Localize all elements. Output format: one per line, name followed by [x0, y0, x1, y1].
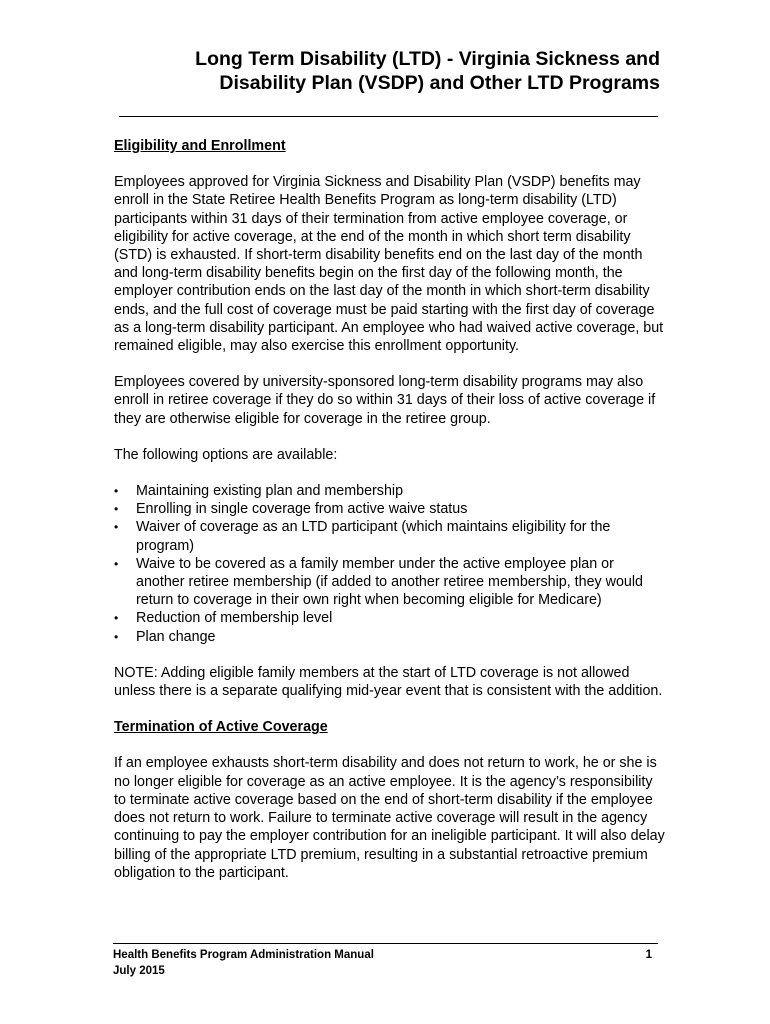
bullet-icon: •	[114, 484, 119, 499]
page-number: 1	[645, 949, 652, 961]
bullet-icon: •	[114, 629, 119, 644]
eligibility-paragraph-2: Employees covered by university-sponsored long-term disability programs may also enroll in retiree coverage if they do so within 31 days of their loss of active coverage if they are otherwise eligible for coverage in the retiree group.	[114, 374, 656, 427]
note-paragraph: NOTE: Adding eligible family members at the start of LTD coverage is not allowed unless there is a separate qualifying mid-year event that is consistent with the addition.	[114, 664, 663, 700]
list-item	[114, 500, 666, 518]
option-text: Waiver of coverage as an LTD participant (which maintains eligibility for the program)	[136, 519, 611, 554]
eligibility-paragraph-1: Employees approved for Virginia Sickness and Disability Plan (VSDP) benefits may enroll in the State Retiree Health Benefits Program as long-term disability (LTD) participants within 31 days of their termination from active employee coverage, or eligibility for active coverage, at the end of the month in which short term disability (STD) is exhausted. If short-term disability benefits end on the last day of the month and long-term disability benefits begin on the first day of the following month, the employer contribution ends on the last day of the month in which short-term disability ends, and the full cost of coverage must be paid starting with the first day of coverage as a long-term disability participant. An employee who had waived active coverage, but remained eligible, may also exercise this enrollment opportunity.	[114, 174, 664, 355]
list-item	[114, 482, 666, 500]
option-text: Plan change	[136, 628, 216, 645]
eligibility-heading: Eligibility and Enrollment	[114, 138, 286, 154]
title-line-2: Disability Plan (VSDP) and Other LTD Programs	[219, 72, 660, 94]
list-item	[114, 518, 666, 554]
footer-divider	[113, 943, 658, 944]
option-text: Waive to be covered as a family member under the active employee plan or another retiree membership (if added to another retiree membership, they would return to coverage in their own right when becoming eligible for Medicare)	[136, 555, 644, 609]
footer-manual-title: Health Benefits Program Administration Manual	[113, 949, 374, 961]
bullet-icon: •	[114, 502, 119, 517]
bullet-icon: •	[114, 556, 119, 571]
bullet-icon: •	[114, 520, 119, 535]
option-text: Enrolling in single coverage from active waive status	[136, 501, 468, 518]
list-item	[114, 628, 666, 646]
title-divider	[119, 116, 658, 117]
options-list	[114, 482, 666, 646]
option-text: Reduction of membership level	[136, 610, 333, 627]
termination-paragraph-1: If an employee exhausts short-term disability and does not return to work, he or she is no longer eligible for coverage as an active employee. It is the agency’s responsibility to terminate active coverage based on the end of short-term disability if the employee does not return to work. Failure to terminate active coverage will result in the agency continuing to pay the employer contribution for an ineligible participant. It will also delay billing of the appropriate LTD premium, resulting in a substantial retroactive premium obligation to the participant.	[114, 755, 665, 881]
footer-date: July 2015	[113, 965, 165, 977]
page-title	[120, 47, 660, 95]
list-item	[114, 555, 666, 610]
options-intro: The following options are available:	[114, 446, 338, 463]
title-line-1: Long Term Disability (LTD) - Virginia Sickness and	[195, 48, 660, 70]
bullet-icon: •	[114, 611, 119, 626]
list-item	[114, 609, 666, 627]
option-text: Maintaining existing plan and membership	[136, 483, 404, 500]
termination-heading: Termination of Active Coverage	[114, 719, 328, 736]
document-body	[114, 137, 666, 882]
